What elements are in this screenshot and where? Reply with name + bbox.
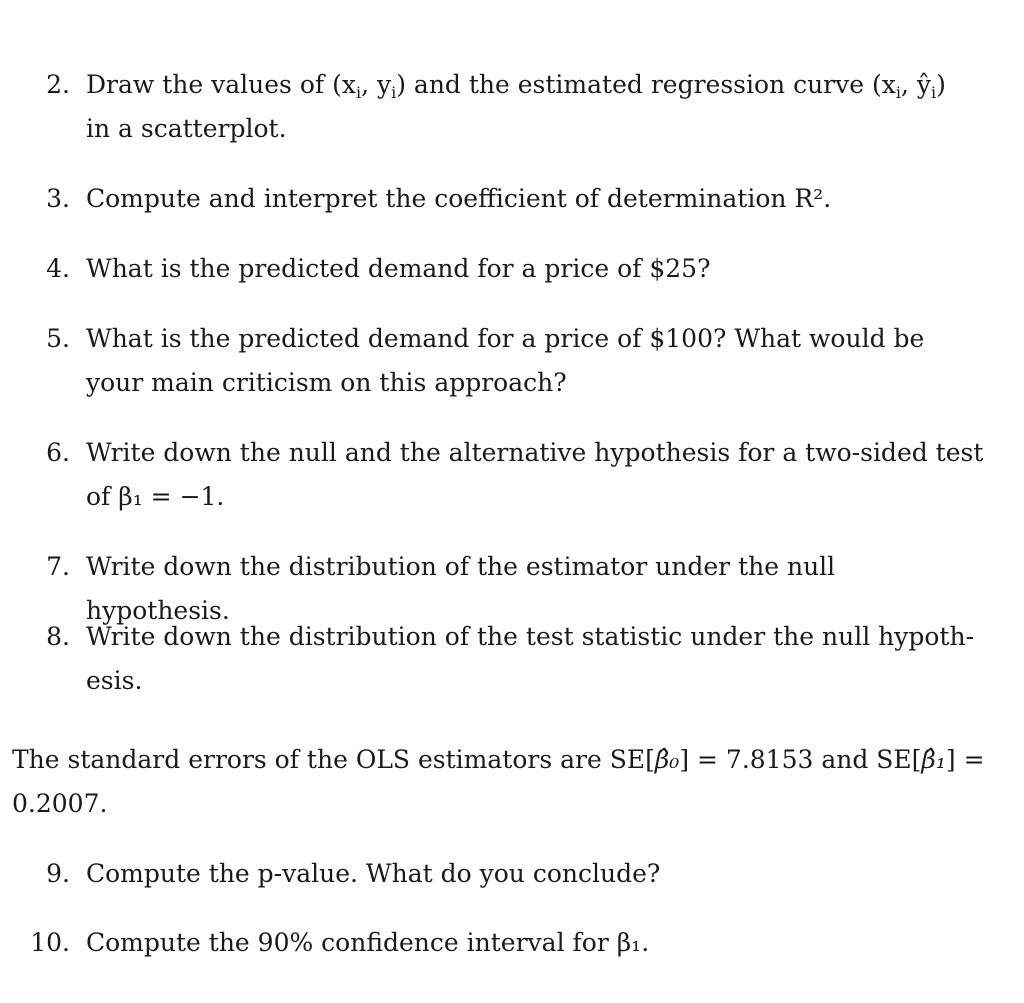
question-number: 9. xyxy=(46,859,70,888)
question-text xyxy=(86,431,986,519)
paragraph-line: The standard errors of the OLS estimators are SE[β̂₀] = 7.8153 and SE[β̂₁] = xyxy=(12,745,985,774)
question-text: Compute and interpret the coefficient of determination R². xyxy=(86,184,832,213)
question-number: 6. xyxy=(46,438,70,467)
question-line: Draw the values of ($x_i$, $y_i$) and the estimated regression curve ($x_i$, $ŷ_i$) xyxy=(86,70,946,102)
question-number: 8. xyxy=(46,622,70,651)
question-text: What is the predicted demand for a price of $25? xyxy=(86,254,711,283)
question-line: in a scatterplot. xyxy=(86,114,287,143)
question-number: 7. xyxy=(46,552,70,581)
question-line: esis. xyxy=(86,666,143,695)
question-text: Write down the distribution of the estimator under the null hypothesis. xyxy=(86,552,836,625)
question-text xyxy=(86,317,986,405)
question-number: 3. xyxy=(46,184,70,213)
question-line: of β₁ = −1. xyxy=(86,482,225,511)
paragraph-line: 0.2007. xyxy=(12,789,108,818)
question-number: 2. xyxy=(46,70,70,99)
question-text xyxy=(86,63,986,151)
standard-errors-paragraph xyxy=(12,738,992,826)
question-text: Compute the 90% confidence interval for β₁. xyxy=(86,928,650,957)
question-line: Write down the null and the alternative hypothesis for a two-sided test xyxy=(86,438,984,467)
question-line: Write down the distribution of the test statistic under the null hypoth- xyxy=(86,622,975,651)
question-number: 4. xyxy=(46,254,70,283)
question-number: 10. xyxy=(30,928,70,957)
question-line: your main criticism on this approach? xyxy=(86,368,567,397)
question-line: What is the predicted demand for a price of $100? What would be xyxy=(86,324,925,353)
question-text xyxy=(86,615,986,703)
question-text: Compute the p-value. What do you conclude? xyxy=(86,859,661,888)
question-number: 5. xyxy=(46,324,70,353)
